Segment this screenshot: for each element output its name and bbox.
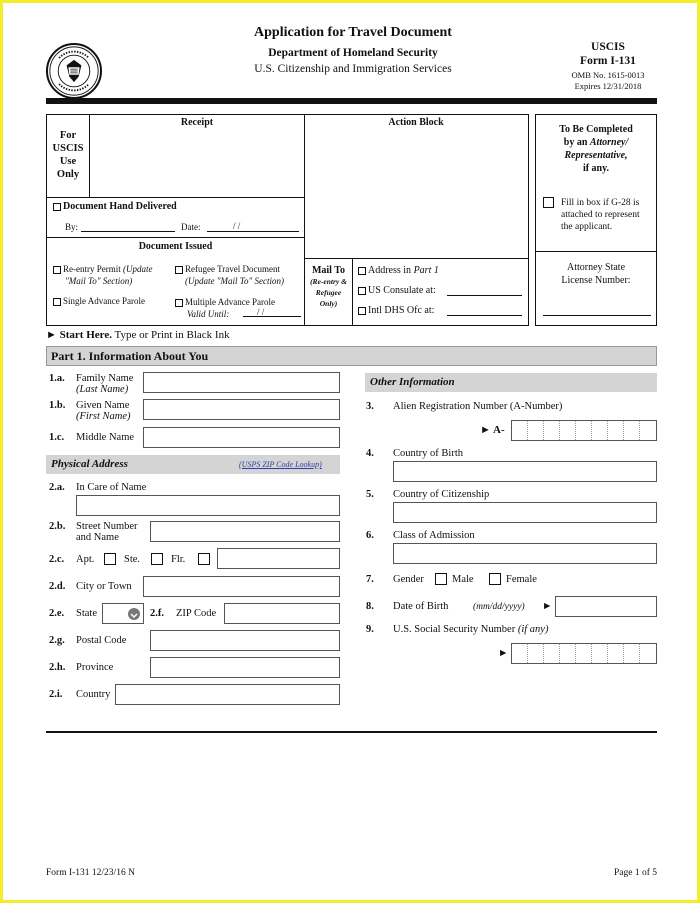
footer-page-number: Page 1 of 5: [613, 868, 657, 878]
agency-short: USCIS: [591, 41, 625, 53]
us-consulate-checkbox[interactable]: [358, 287, 366, 295]
postal-code-input[interactable]: [150, 630, 340, 651]
country-birth-input[interactable]: [393, 461, 657, 482]
in-care-of-label: In Care of Name: [76, 482, 147, 493]
country-citizenship-label: Country of Citizenship: [393, 489, 490, 500]
postal-code-label: Postal Code: [76, 635, 127, 646]
middle-name-input[interactable]: [143, 427, 340, 448]
document-issued-label: Document Issued: [138, 241, 213, 252]
footer-form-id: Form I-131 12/23/16 N: [46, 868, 135, 878]
date-label: Date:: [181, 222, 201, 232]
refugee-doc-option: Refugee Travel Document (Update "Mail To" Section): [175, 263, 284, 287]
multiple-parole-checkbox[interactable]: [175, 299, 183, 307]
us-consulate-option: US Consulate at:: [358, 285, 436, 296]
hand-delivered-checkbox[interactable]: [53, 203, 61, 211]
given-name-label: Given Name (First Name): [76, 400, 131, 422]
omb-number: OMB No. 1615-0013: [571, 70, 645, 80]
street-input[interactable]: [150, 521, 340, 542]
dhs-seal-icon: [46, 43, 102, 99]
apt-checkbox[interactable]: [104, 553, 116, 565]
family-name-input[interactable]: [143, 372, 340, 393]
refugee-doc-checkbox[interactable]: [175, 266, 183, 274]
class-admission-input[interactable]: [393, 543, 657, 564]
attorney-license-label: Attorney State License Number:: [561, 262, 631, 286]
province-input[interactable]: [150, 657, 340, 678]
reentry-permit-checkbox[interactable]: [53, 266, 61, 274]
expiration-date: Expires 12/31/2018: [574, 81, 642, 91]
city-label: City or Town: [76, 581, 132, 592]
dob-label: Date of Birth: [393, 601, 449, 612]
a-number-label: Alien Registration Number (A-Number): [393, 401, 563, 412]
in-care-of-input[interactable]: [76, 495, 340, 516]
for-uscis-use-only: For USCIS Use Only: [52, 130, 84, 180]
reentry-permit-option: Re-entry Permit (Update "Mail To" Section): [53, 263, 153, 287]
mail-to-label: Mail To (Re-entry & Refugee Only): [310, 265, 347, 308]
agency-name: U.S. Citizenship and Immigration Services: [254, 63, 452, 75]
gender-label: Gender: [393, 574, 424, 585]
dob-format: (mm/dd/yyyy): [473, 602, 525, 612]
usps-zip-lookup-link[interactable]: (USPS ZIP Code Lookup): [239, 460, 322, 469]
a-number-prefix: ► A-: [480, 424, 505, 436]
part1-title: Part 1. Information About You: [51, 349, 209, 363]
flr-checkbox[interactable]: [198, 553, 210, 565]
address-in-part1-checkbox[interactable]: [358, 267, 366, 275]
family-name-label: Family Name (Last Name): [76, 373, 134, 395]
receipt-label: Receipt: [180, 117, 214, 128]
header-rule: [46, 98, 657, 104]
chevron-down-icon: [128, 608, 140, 620]
form-number: Form I-131: [580, 55, 636, 67]
ste-checkbox[interactable]: [151, 553, 163, 565]
other-info-title: Other Information: [370, 376, 455, 388]
given-name-input[interactable]: [143, 399, 340, 420]
multiple-parole-option: Multiple Advance Parole Valid Until:: [175, 296, 275, 320]
country-input[interactable]: [115, 684, 340, 705]
street-label: Street Number and Name: [76, 521, 138, 543]
country-birth-label: Country of Birth: [393, 448, 463, 459]
form-title: Application for Travel Document: [254, 25, 452, 40]
attorney-box-title: To Be Completed by an Attorney/ Representative, if any.: [559, 124, 633, 174]
dob-input[interactable]: [555, 596, 657, 617]
single-parole-option: Single Advance Parole: [53, 296, 145, 306]
action-block-label: Action Block: [388, 117, 444, 128]
form-page: Application for Travel Document Department of Homeland Security U.S. Citizenship and Immigration Services USCIS Form I-131 OMB No. 1615-0013 Expires 12/31/2018 For USCIS Use Only Receipt Action Block Document Hand Delivered By: Date: / / Document Issued Re-entry Permit (Update "Mail To" Section) Refugee Travel Document (Update "Mail To" Section) Single Advance Parole Multiple Advance Parole Valid Until: / / Mail To (Re-entry & Refugee Only) Address in Part 1 US Consulate at: Intl DHS Ofc at: To Be Completed by an Attorney/ Representative, if any. Fill in box if G-28 is attached to represent the applicant. Attorney State License Number: ► Start Here. Type or Print in Black Ink Part 1. Information About You 1.a. Family Name (Last Name) 1.b. Given Name (First Name) 1.c. Middle Name Physical Address (USPS ZIP Code Lookup) 2.a. In Care of Name 2.b. Street Number and Name 2.c. Apt. Ste. Flr. 2.d. City or Town 2.e. State 2.f. ZIP Code 2.g. Postal Code 2.h. Province 2.i. Country Other Information 3. Alien Registration Number (A-Number) ► A- 4. Country of Birth 5. Country of Citizenship 6. Class of Admission 7. Gender Male Female 8. Date of Birth (mm/dd/yyyy) ► 9. U.S. Social Security Number (if any) ► Form I-131 12/23/16 N Page 1 of 5: [3, 3, 697, 900]
unit-number-input[interactable]: [217, 548, 340, 569]
address-in-part1-option: Address in Part 1: [358, 265, 439, 276]
ssn-input[interactable]: [511, 643, 657, 664]
g28-checkbox[interactable]: [543, 197, 554, 208]
zip-input[interactable]: [224, 603, 340, 624]
g28-label: Fill in box if G-28 is attached to represent the applicant.: [561, 198, 640, 232]
a-number-input[interactable]: [511, 420, 657, 441]
zip-label: ZIP Code: [176, 608, 217, 619]
intl-dhs-option: Intl DHS Ofc at:: [358, 305, 434, 316]
country-label: Country: [76, 689, 111, 700]
start-here-instruction: ► Start Here. Type or Print in Black Ink: [46, 329, 230, 341]
gender-female-checkbox[interactable]: [489, 573, 501, 585]
department-name: Department of Homeland Security: [268, 47, 438, 59]
section-end-rule: [46, 731, 657, 733]
city-input[interactable]: [143, 576, 340, 597]
intl-dhs-checkbox[interactable]: [358, 307, 366, 315]
state-label: State: [76, 608, 97, 619]
province-label: Province: [76, 662, 114, 673]
single-parole-checkbox[interactable]: [53, 298, 61, 306]
gender-male-checkbox[interactable]: [435, 573, 447, 585]
country-citizenship-input[interactable]: [393, 502, 657, 523]
ssn-label: U.S. Social Security Number (if any): [393, 624, 549, 635]
class-admission-label: Class of Admission: [393, 530, 475, 541]
attorney-license-line[interactable]: [543, 315, 651, 316]
middle-name-label: Middle Name: [76, 432, 135, 443]
physical-address-title: Physical Address: [51, 458, 128, 470]
document-hand-delivered: Document Hand Delivered: [53, 201, 177, 212]
by-label: By:: [65, 222, 79, 232]
state-select[interactable]: [102, 603, 144, 624]
